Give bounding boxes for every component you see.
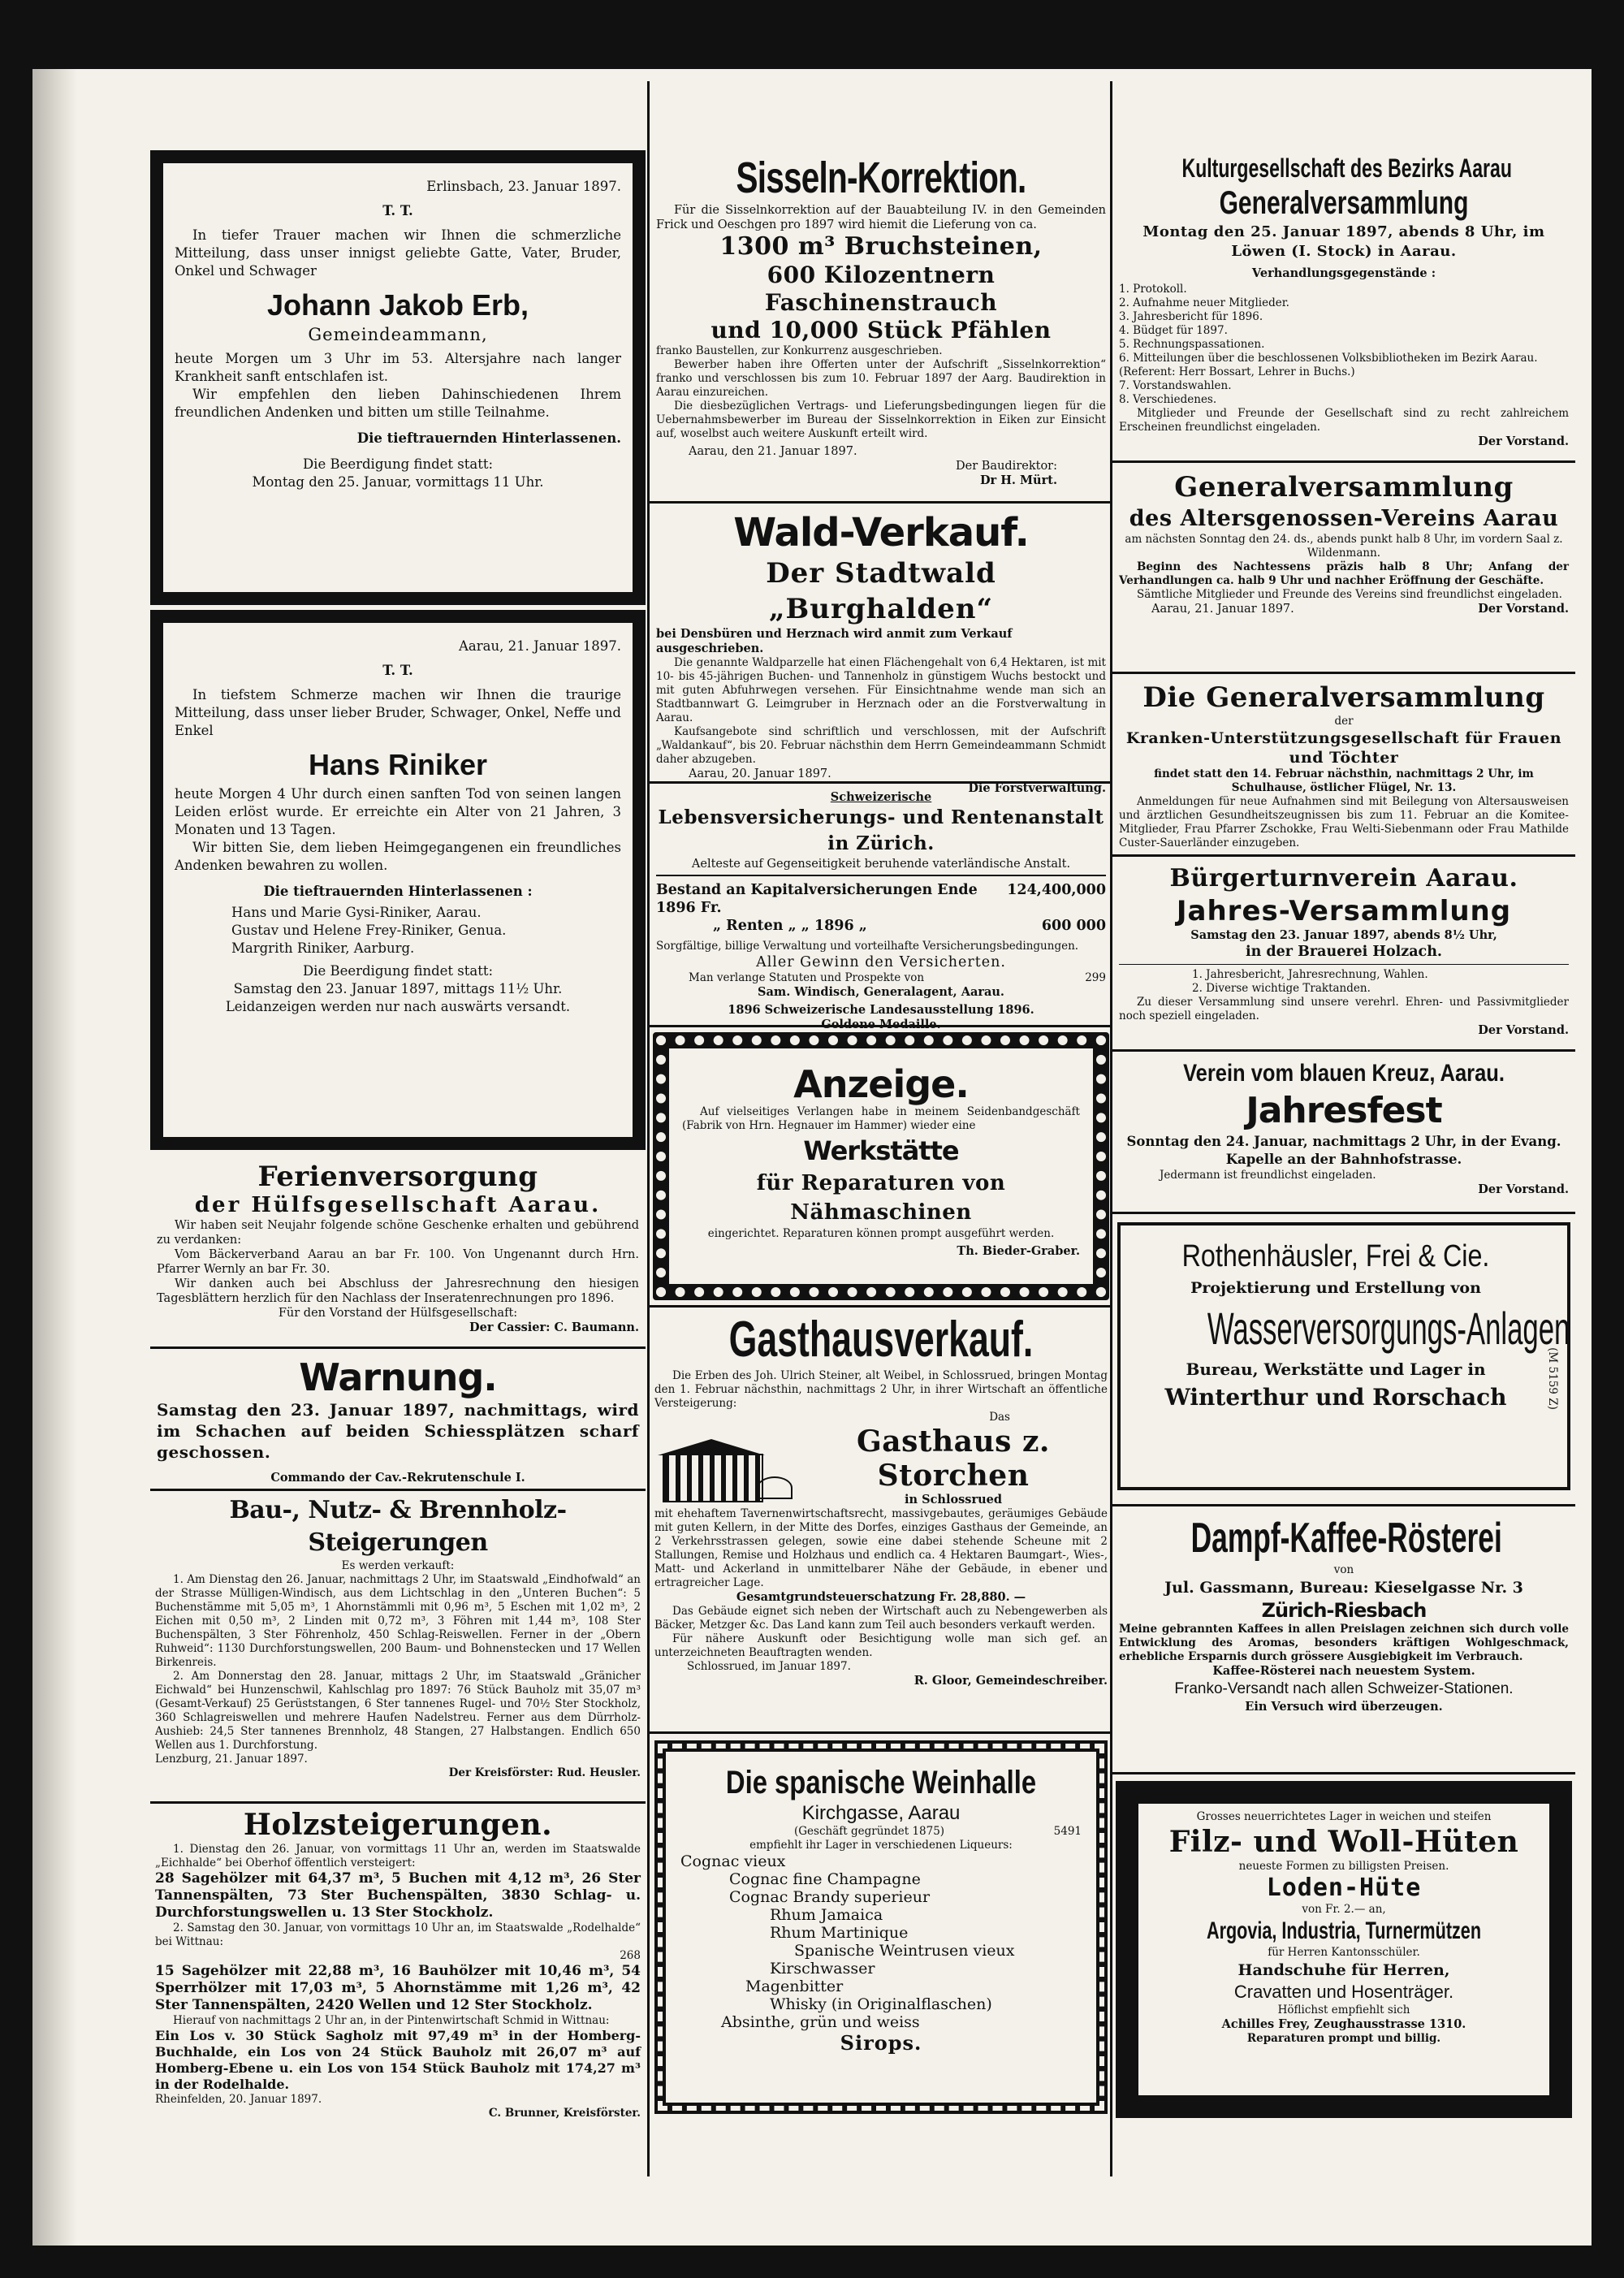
ad-date: Lenzburg, 21. Januar 1897. [155,1753,308,1766]
ad-sign: Th. Bieder-Graber. [957,1244,1080,1258]
ad-text: eingerichtet. Reparaturen können prompt ausgeführt werden. [707,1227,1055,1240]
column-middle [650,146,1112,2124]
ad-title: Anzeige. [793,1062,969,1106]
ad-text: Samstag den 23. Januar 1897, nachmittags, wird im Schachen auf beiden Schiessplätzen scharf geschossen. [157,1400,639,1462]
liqueur-item: Magenbitter [745,1978,844,1995]
ad-text-row: (Geschäft gegründet 1875) 5491 [794,1825,1082,1838]
ad-text: Zu dieser Versammlung sind unsere verehrl. Ehren- und Passivmitglieder noch speziell eingeladen. [1119,996,1569,1022]
obit-burial: Samstag den 23. Januar 1897, mittags 11½ Uhr. [233,981,563,996]
ad-head: Schweizerische [830,790,932,804]
liqueur-item: Kirschwasser [770,1960,875,1978]
ad-kranken-unterstuetzung [1112,674,1575,857]
ad-subtitle: Projektierung und Erstellung von [1190,1279,1481,1297]
obit-text: heute Morgen um 3 Uhr im 53. Altersjahre nach langer Krankheit sanft entschlafen ist. [175,351,621,384]
ad-title: Kulturgesellschaft des Bezirks Aarau [1181,153,1512,183]
ad-text: empfiehlt ihr Lager in verschiedenen Liqueurs: [749,1839,1013,1852]
agenda-item: 3. Jahresbericht für 1896. [1119,310,1263,323]
ad-subtitle: des Altersgenossen-Vereins Aarau [1129,506,1559,531]
ad-text: Jedermann ist freundlichst eingeladen. [1160,1169,1376,1182]
ad-text: Wir danken auch bei Abschluss der Jahresrechnung den hiesigen Tagesblättern herzlich für den Nachlass der Inseratenrechnungen pro 1896. [157,1277,639,1305]
ad-text: Franko-Versandt nach allen Schweizer-Stationen. [1174,1680,1514,1697]
ad-owner: Achilles Frey, Zeughausstrasse 1310. [1221,2017,1466,2031]
ad-text: 15 Sagehölzer mit 22,88 m³, 16 Bauhölzer mit 10,46 m³, 54 Sperrhölzer mit 17,03 m³, 5 Ahornstämme mit 1,26 m³, 42 Ster Tannenspälten, 2420 Wellen und 12 Ster Stockholz. [155,1963,641,2013]
ad-sign: Der Kreisförster: Rud. Heusler. [448,1766,641,1779]
ad-last: Sirops. [840,2031,922,2055]
obit-text: In tiefer Trauer machen wir Ihnen die schmerzliche Mitteilung, dass unser innigst geliebte Gatte, Vater, Bruder, Onkel und Schwager [175,227,621,279]
ad-list-item: 2. Diverse wichtige Traktanden. [1192,982,1371,995]
ad-sign: Der Cassier: C. Baumann. [469,1321,639,1334]
ad-title: Ferienversorgung [257,1161,538,1193]
ad-text: Winterthur und Rorschach [1164,1384,1507,1411]
ad-big: 600 Kilozentnern Faschinenstrauch [764,262,998,316]
obituary-erb [150,150,646,605]
ad-text: 1. Dienstag den 26. Januar, von vormittags 11 Uhr an, werden im Staatswalde „Eichhalde“ bei Oberhof öffentlich versteigert: [155,1843,641,1870]
ad-big: Wasserversorgungs-Anlagen [1207,1303,1570,1354]
ad-subtitle: Der Stadtwald „Burghalden“ [766,557,996,625]
obit-burial-head: Die Beerdigung findet statt: [302,456,494,472]
ad-big: 1300 m³ Bruchsteinen, [719,232,1043,261]
ad-text: Meine gebrannten Kaffees in allen Preislagen zeichnen sich durch volle Entwicklung des Aromas, besonders kräftigen Wohlgeschmack, erhebliche Ersparnis durch grössere Ausgiebigkeit im Verbrauch. [1119,1623,1569,1663]
agenda-item: 7. Vorstandswahlen. [1119,379,1232,392]
ad-list-item: 1. Jahresbericht, Jahresrechnung, Wahlen. [1192,968,1428,981]
ad-text: Die diesbezüglichen Vertrags- und Lieferungsbedingungen liegen für die Uebernahmsbewerber im Bureau der Sisselnkorrektion in Eiken zur Einsicht auf, woselbst auch weitere Auskunft erteilt wird. [656,400,1106,440]
ad-medal: Goldene Medaille. [821,1018,941,1031]
agenda-item: 1. Protokoll. [1119,283,1187,296]
ad-text: Beginn des Nachtessens präzis halb 8 Uhr; Anfang der Verhandlungen ca. halb 9 Uhr und nachher Eröffnung der Geschäfte. [1119,560,1569,587]
ad-kulturgesellschaft [1112,146,1575,463]
ad-text: der [1334,715,1354,728]
ad-sign: Commando der Cav.-Rekrutenschule I. [270,1471,525,1485]
ad-text: Kaffee-Rösterei nach neuestem System. [1212,1664,1475,1678]
ad-sign: Der Baudirektor: [956,460,1057,473]
obit-family: Gustav und Helene Frey-Riniker, Genua. [231,923,507,938]
ad-big: Werkstätte [803,1135,959,1166]
ad-text: Bureau, Werkstätte und Lager in [1186,1359,1486,1379]
ad-text: Aelteste auf Gegenseitigkeit beruhende vaterländische Anstalt. [656,857,1106,876]
ad-text: neueste Formen zu billigsten Preisen. [1238,1860,1449,1873]
ad-title: Filz- und Woll-Hüten [1168,1825,1519,1859]
ad-anzeige [650,1027,1112,1308]
ad-text: Cravatten und Hosenträger. [1233,1982,1454,2002]
ad-text: Die Erben des Joh. Ulrich Steiner, alt Weibel, in Schlossrued, bringen Montag den 1. Februar nächsthin, nachmittags 2 Uhr, in ihrer Wirtschaft an öffentliche Versteigerung: [654,1369,1108,1410]
ad-text: 28 Sagehölzer mit 64,37 m³, 5 Buchen mit 4,12 m³, 26 Ster Tannenspälten, 73 Ster Buchenspälten, 3830 Schlag- u. Durchforstungswellen u. 13 Ster Stockholz. [155,1870,641,1921]
obit-family: Hans und Marie Gysi-Riniker, Aarau. [231,905,482,920]
ad-title: Die spanische Weinhalle [725,1765,1037,1800]
ad-huete [1112,1774,1575,2132]
ad-title: Dampf-Kaffee-Rösterei [1190,1515,1502,1562]
ad-expo: 1896 Schweizerische Landesausstellung 1896. [728,1003,1034,1017]
ad-text: 2. Samstag den 30. Januar, von vormittags 10 Uhr an, im Staatswalde „Rodelhalde“ bei Wittnau: [155,1921,641,1948]
ad-warnung [150,1349,646,1491]
ad-text: Für die Sisselnkorrektion auf der Bauabteilung IV. in den Gemeinden Frick und Oeschgen pro 1897 wird hiemit die Lieferung von ca. [656,204,1106,231]
ad-place: Zürich-Riesbach [1261,1599,1427,1622]
ad-title: Holzsteigerungen. [243,1808,553,1842]
ad-big: Gasthaus z. Storchen [857,1424,1050,1493]
ad-date: Aarau, den 21. Januar 1897. [689,445,857,458]
ad-big: Jahresfest [1246,1090,1442,1131]
ad-sign: Der Vorstand. [1478,1023,1569,1037]
ad-buergerturnverein [1112,857,1575,1052]
ad-text: Sämtliche Mitglieder und Freunde des Vereins sind freundlichst eingeladen. [1137,588,1562,601]
obit-initials: T. T. [382,203,413,218]
ad-text: Vom Bäckerverband Aarau an bar Fr. 100. Von Ungenannt durch Hrn. Pfarrer Wernly an bar Fr. 30. [157,1248,639,1276]
ad-ferienversorgung [150,1150,646,1349]
agenda-list [1119,283,1569,407]
ad-lebensversicherung [650,784,1112,1031]
ad-sisseln [650,146,1112,504]
obit-burial: Montag den 25. Januar, vormittags 11 Uhr. [252,474,544,490]
ad-owner: Jul. Gassmann, Bureau: Kieselgasse Nr. 3 [1164,1579,1523,1597]
ad-text: Wir haben seit Neujahr folgende schöne Geschenke erhalten und gebührend zu verdanken: [157,1219,639,1247]
liqueur-item: Absinthe, grün und weiss [721,2013,920,2031]
liqueur-item: Cognac Brandy superieur [729,1888,931,1906]
liqueur-item: Rhum Martinique [770,1924,909,1942]
obit-name: Hans Riniker [308,748,488,781]
agenda-item: 2. Aufnahme neuer Mitglieder. [1119,296,1289,309]
ad-table-row: „ Renten „ „ 1896 „ 600 000 [713,918,1106,934]
ad-subtitle: Generalversammlung [1219,185,1469,221]
ad-text: Sorgfältige, billige Verwaltung und vorteilhafte Versicherungsbedingungen. [656,940,1079,953]
ad-text: Mitglieder und Freunde der Gesellschaft sind zu recht zahlreichem Erscheinen freundlichst eingeladen. [1119,407,1569,434]
ad-wald-verkauf [650,504,1112,795]
ad-title: Generalversammlung [1174,471,1514,504]
ad-text-row: Man verlange Statuten und Prospekte von 299 [689,971,1106,984]
ad-title: Wald-Verkauf. [733,510,1029,555]
ad-text: Hierauf von nachmittags 2 Uhr an, in der Pintenwirtschaft Schmid in Wittnau: [173,2014,610,2027]
obit-place-date: Erlinsbach, 23. Januar 1897. [426,179,621,194]
ad-sign: C. Brunner, Kreisförster. [488,2107,641,2120]
ad-title: Sisseln-Korrektion. [736,153,1026,202]
ad-big: für Reparaturen von Nähmaschinen [756,1171,1006,1225]
liqueur-item: Rhum Jamaica [770,1906,883,1924]
ad-number: 268 [620,1949,641,1962]
liqueur-item: Whisky (in Originalflaschen) [770,1995,992,2013]
ad-title: Gasthausverkauf. [728,1312,1034,1368]
obit-place-date: Aarau, 21. Januar 1897. [459,638,621,654]
ad-text: von Fr. 2.— an, [1302,1903,1386,1916]
ad-title: Warnung. [299,1355,497,1399]
ad-title: Bau-, Nutz- & Brennholz-Steigerungen [229,1496,567,1557]
ad-subtitle: Kranken-Unterstützungsgesellschaft für Frauen und Töchter [1125,729,1562,767]
ad-holzsteigerungen [150,1804,646,2169]
ad-sign: Der Vorstand. [1478,434,1569,448]
obit-signature: Die tieftrauernden Hinterlassenen. [356,430,621,446]
obituary-riniker [150,610,646,1150]
ad-head: Verhandlungsgegenstände : [1251,266,1436,280]
ad-text: Handschuhe für Herren, [1237,1961,1450,1979]
ad-text: mit ehehaftem Tavernenwirtschaftsrecht, massivgebautes, geräumiges Gebäude mit guten Kellern, in der Mitte des Dorfes, einziges Gasthaus der Gemeinde, an 2 Verkehrsstrassen gelegen, sowie eine dabei stehende Scheune mit 2 Stallungen, Remise und Holzhaus und endlich ca. 4 Hektaren Baumgart-, Wies-, Matt- und Ackerland in unmittelbarer Nähe der Gebäude, in ebener und ertragreicher Lage. [654,1507,1108,1589]
ad-text: für Herren Kantonsschüler. [1268,1946,1420,1959]
ad-sign: Für den Vorstand der Hülfsgesellschaft: [278,1307,518,1320]
ad-weinhalle [650,1734,1112,2124]
ad-sign: Dr H. Mürt. [979,473,1057,487]
ad-big: und 10,000 Stück Pfählen [710,317,1052,344]
ad-text: findet statt den 14. Februar nächsthin, nachmittags 2 Uhr, im Schulhause, östlicher Flügel, Nr. 13. [1154,767,1534,794]
ad-text: Kaufsangebote sind schriftlich und verschlossen, mit der Aufschrift „Waldankauf“, bis 20. Februar nächsthin dem Herrn Gemeindeammann Schmidt daher abzugeben. [656,725,1106,766]
ad-text: 1. Am Dienstag den 26. Januar, nachmittags 2 Uhr, im Staatswald „Eindhofwald“ an der Strasse Mülligen-Windisch, aus dem Lichtschlag in den „Unteren Buchen“: 5 Buchenstämme mit 5,05 m³, 1 Ahornstämmli mit 0,96 m³, 5 Eschen mit 1,02 m³, 2 Eichen mit 0,50 m³, 2 Linden mit 0,72 m³, 3 Föhren mit 1,44 m³, 108 Ster Buchenspälten, 3 Ster Föhrenholz, 450 Schlag-Reiswellen. Ferner in der „Obern Ruhweid“: 1130 Durchforstungswellen, 200 Baum- und Bohnenstecken und 17 Wellen Birkenreis. [155,1573,641,1669]
obit-family: Margrith Riniker, Aarburg. [231,940,415,956]
ad-text: am nächsten Sonntag den 24. ds., abends punkt halb 8 Uhr, im vordern Saal z. Wildenmann. [1125,533,1563,560]
ad-text: von [1333,1563,1354,1576]
ad-text: Aller Gewinn den Versicherten. [756,954,1006,970]
ad-text: Gesamtgrundsteuerschatzung Fr. 28,880. — [736,1590,1026,1604]
ad-text: Die genannte Waldparzelle hat einen Flächengehalt von 6,4 Hektaren, ist mit 10- bis 45-jährigen Buchen- und Tannenholz in günstigem Wuchs bestockt und mit guten Abfuhrwegen versehen. Für Einsichtnahme wende man sich an Stadtbannwart G. Leimgruber in Herznach oder an die Forstverwaltung in Aarau. [656,656,1106,724]
ad-text: Für nähere Auskunft oder Besichtigung wolle man sich gef. an unterzeichneten Beauftragten wenden. [654,1632,1108,1659]
ad-sign: Der Vorstand. [1478,1182,1569,1196]
liqueur-item: Cognac vieux [680,1852,786,1870]
obit-text: In tiefstem Schmerze machen wir Ihnen die traurige Mitteilung, dass unser lieber Bruder, Schwager, Onkel, Neffe und Enkel [175,687,621,738]
ad-text: in der Brauerei Holzach. [1119,943,1569,965]
ad-text: Grosses neuerrichtetes Lager in weichen und steifen [1196,1810,1492,1823]
ad-text: Samstag den 23. Januar 1897, abends 8½ Uhr, [1190,928,1497,942]
ad-table-row: Bestand an Kapitalversicherungen Ende 1896 Fr. 124,400,000 [656,882,1106,916]
agenda-item: 8. Verschiedenes. [1119,393,1217,406]
liqueur-item: Cognac fine Champagne [729,1870,921,1888]
ad-footer: Aarau, 21. Januar 1897. Der Vorstand. [1151,602,1569,616]
ad-date: Schlossrued, im Januar 1897. [687,1660,851,1673]
ad-title: Verein vom blauen Kreuz, Aarau. [1183,1060,1505,1087]
ad-text: Auf vielseitiges Verlangen habe in meinem Seidenbandgeschäft (Fabrik von Hrn. Hegnauer im Hammer) wieder eine [682,1105,1080,1132]
ad-address: Kirchgasse, Aarau [801,1802,961,1824]
ad-sign: Die Forstverwaltung. [968,781,1106,795]
ad-date: Aarau, 20. Januar 1897. [689,767,831,780]
ad-date: Rheinfelden, 20. Januar 1897. [155,2093,322,2106]
ad-altersgenossen [1112,463,1575,674]
ad-text: bei Densbüren und Herznach wird anmit zum Verkauf ausgeschrieben. [656,627,1013,655]
ad-gasthausverkauf [650,1308,1112,1734]
ad-text: Bewerber haben ihre Offerten unter der Aufschrift „Sisselnkorrektion“ franko und verschlossen bis zum 10. Februar 1897 der Aarg. Baudirektion in Aarau einzureichen. [656,358,1106,399]
ad-rothenhaeusler [1112,1214,1575,1506]
agenda-item: 5. Rechnungspassationen. [1119,338,1265,351]
ad-text: Das [989,1411,1010,1424]
obit-signature: Die tieftrauernden Hinterlassenen : [263,884,533,899]
ad-code: (M 5159 Z) [1546,1347,1560,1410]
ad-text: Sonntag den 24. Januar, nachmittags 2 Uhr, in der Evang. Kapelle an der Bahnhofstrasse. [1126,1134,1561,1167]
ad-subtitle: Jahres-Versammlung [1176,895,1512,927]
obit-title: Gemeindeammann, [308,325,488,344]
ad-title: Lebensversicherungs- und Rentenanstalt in Zürich. [658,806,1104,854]
ad-text: in Schlossrued [905,1493,1002,1506]
ad-text: Ein Los v. 30 Stück Sagholz mit 97,49 m³ in der Homberg-Buchhalde, ein Los von 24 Stück Bauholz mit 26,07 m³ auf Homberg-Ebene u. ein Los von 154 Stück Bauholz mit 174,27 m³ in der Rodelhalde. [155,2028,641,2092]
ad-text: 2. Am Donnerstag den 28. Januar, mittags 2 Uhr, im Staatswald „Gränicher Eichwald“ bei Hunzenschwil, Kahlschlag pro 1897: 76 Stück Bauholz mit 35,07 m³ (Gesamt-Verkauf) 25 Gerüststangen, 6 Ster tannenes Rugel- und 70½ Ster Stockholz, 360 Schlagreiswellen und mehrere Haufen Nadelstreu. Ferner aus dem Dürrholz-Aushieb: 24,5 Ster tannenes Brennholz, 48 Stangen, 27 Halbstangen. Endlich 650 Wellen aus 1. Durchforstung. [155,1670,641,1752]
ad-text: Ein Versuch wird überzeugen. [1245,1700,1443,1714]
ad-bau-steigerungen [150,1491,646,1804]
ad-text: Es werden verkauft: [341,1559,455,1572]
obit-name: Johann Jakob Erb, [266,288,529,322]
liqueur-list [680,1852,1082,2031]
ad-title: Bürgerturnverein Aarau. [1169,864,1518,893]
ad-agent: Sam. Windisch, Generalagent, Aarau. [758,985,1004,999]
obit-burial-head: Die Beerdigung findet statt: [302,963,494,979]
ad-text: franko Baustellen, zur Konkurrenz ausgeschrieben. [656,344,943,357]
ad-big: Argovia, Industria, Turnermützen [1206,1917,1482,1944]
ad-title: Rothenhäusler, Frei & Cie. [1181,1239,1490,1273]
obit-text: Wir empfehlen den lieben Dahinschiedenen Ihrem freundlichen Andenken und bitten um stille Teilnahme. [175,387,621,420]
liqueur-item: Spanische Weintrusen vieux [794,1942,1015,1960]
ad-blaues-kreuz [1112,1052,1575,1214]
column-left [150,150,646,2169]
obit-note: Leidanzeigen werden nur nach auswärts versandt. [225,999,571,1014]
ad-hotel-row [654,1424,1108,1507]
agenda-item: 6. Mitteilungen über die beschlossenen Volksbibliotheken im Bezirk Aarau. (Referent: Herr Bossart, Lehrer in Buchs.) [1119,352,1538,378]
obit-text: Wir bitten Sie, dem lieben Heimgegangenen ein freundliches Andenken bewahren zu wollen. [175,840,621,873]
ad-subtitle: der Hülfsgesellschaft Aarau. [194,1193,602,1217]
ad-big: Loden-Hüte [1266,1874,1422,1902]
obit-text: heute Morgen 4 Uhr durch einen sanften Tod von seinen langen Leiden erlöst wurde. Er erreichte ein Alter von 21 Jahren, 3 Monaten und 13 Tagen. [175,786,621,837]
column-right [1112,146,1575,2132]
ad-text: Höflichst empfiehlt sich [1277,2004,1410,2016]
agenda-item: 4. Büdget für 1897. [1119,324,1228,337]
obit-initials: T. T. [382,663,413,678]
ad-text: Das Gebäude eignet sich neben der Wirtschaft auch zu Nebengewerben als Bäcker, Metzger &c. Das Land kann zum Teil auch besonders verkauft werden. [654,1605,1108,1632]
ad-date: Montag den 25. Januar 1897, abends 8 Uhr, im Löwen (I. Stock) in Aarau. [1142,223,1545,260]
ad-sign: R. Gloor, Gemeindeschreiber. [914,1674,1108,1688]
hotel-illustration [654,1429,793,1502]
ad-title: Die Generalversammlung [1142,681,1545,714]
ad-kaffee-roesterei [1112,1506,1575,1774]
ad-text: Reparaturen prompt und billig. [1246,2032,1441,2045]
ad-text: Anmeldungen für neue Aufnahmen sind mit Beilegung von Altersausweisen und ärztlichen Gesundheitszeugnissen bis zum 11. Februar an die Komitee-Mitglieder, Frau Pfarrer Zschokke, Frau Welti-Siebenmann oder Frau Mathilde Custer-Sauerländer einzugeben. [1119,795,1569,849]
